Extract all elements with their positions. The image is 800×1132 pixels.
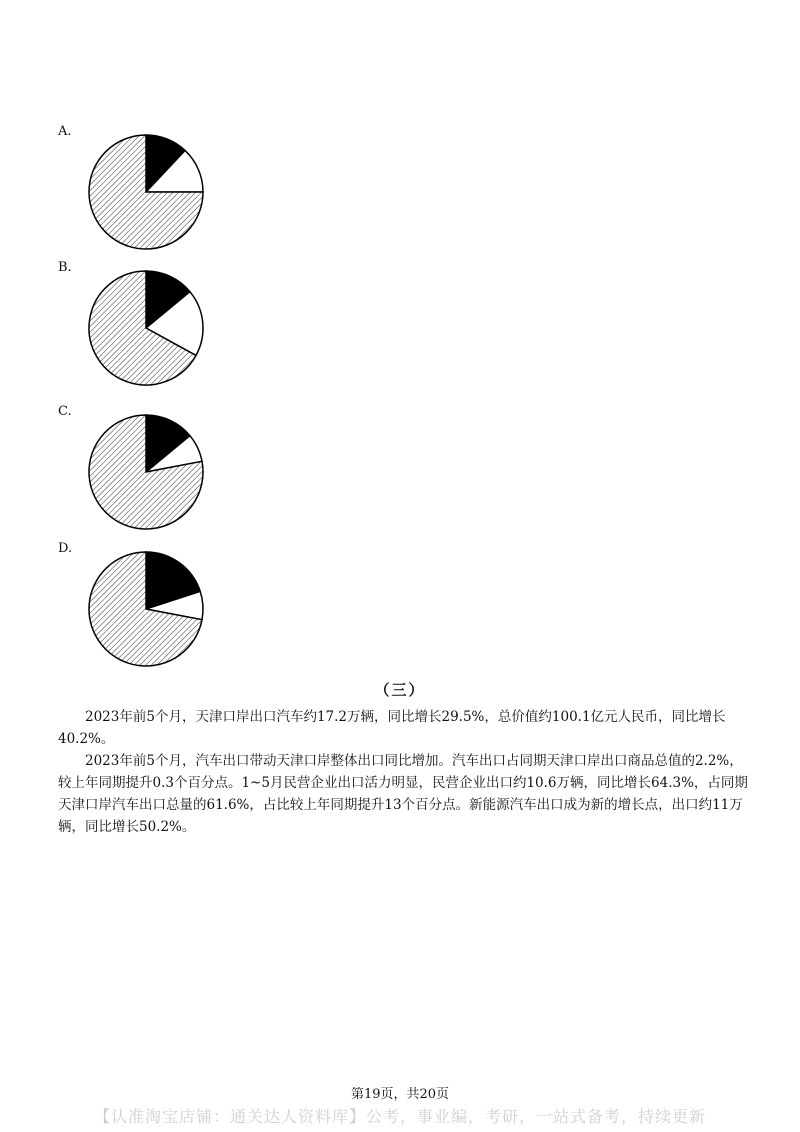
option-label: C. [58, 404, 72, 419]
pie-chart-a [86, 132, 206, 252]
pie-chart-b [86, 268, 206, 388]
page-footer: 第19页，共20页 [350, 1087, 450, 1102]
option-label: B. [58, 260, 72, 275]
pie-chart-c [86, 412, 206, 532]
option-label: D. [58, 541, 73, 556]
watermark-notice: 【认准淘宝店铺：通关达人资料库】公考，事业编，考研，一站式备考，持续更新 [93, 1107, 706, 1126]
pie-chart-d [86, 549, 206, 669]
section-title: （三） [374, 681, 426, 699]
paragraph: 2023年前5个月，天津口岸出口汽车约17.2万辆，同比增长29.5%，总价值约100.1亿元人民币，同比增长40.2%。 [58, 709, 726, 747]
paragraph: 2023年前5个月，汽车出口带动天津口岸整体出口同比增加。汽车出口占同期天津口岸出口商品总值的2.2%，较上年同期提升0.3个百分点。1~5月民营企业出口活力明显，民营企业出口约10.6万辆，同比增长64.3%，占同期天津口岸汽车出口总量的61.6%，占比较上年同期提升13个百分点。新能源汽车出口成为新的增长点，出口约11万辆，同比增长50.2%。 [58, 753, 748, 835]
option-label: A. [58, 124, 72, 139]
